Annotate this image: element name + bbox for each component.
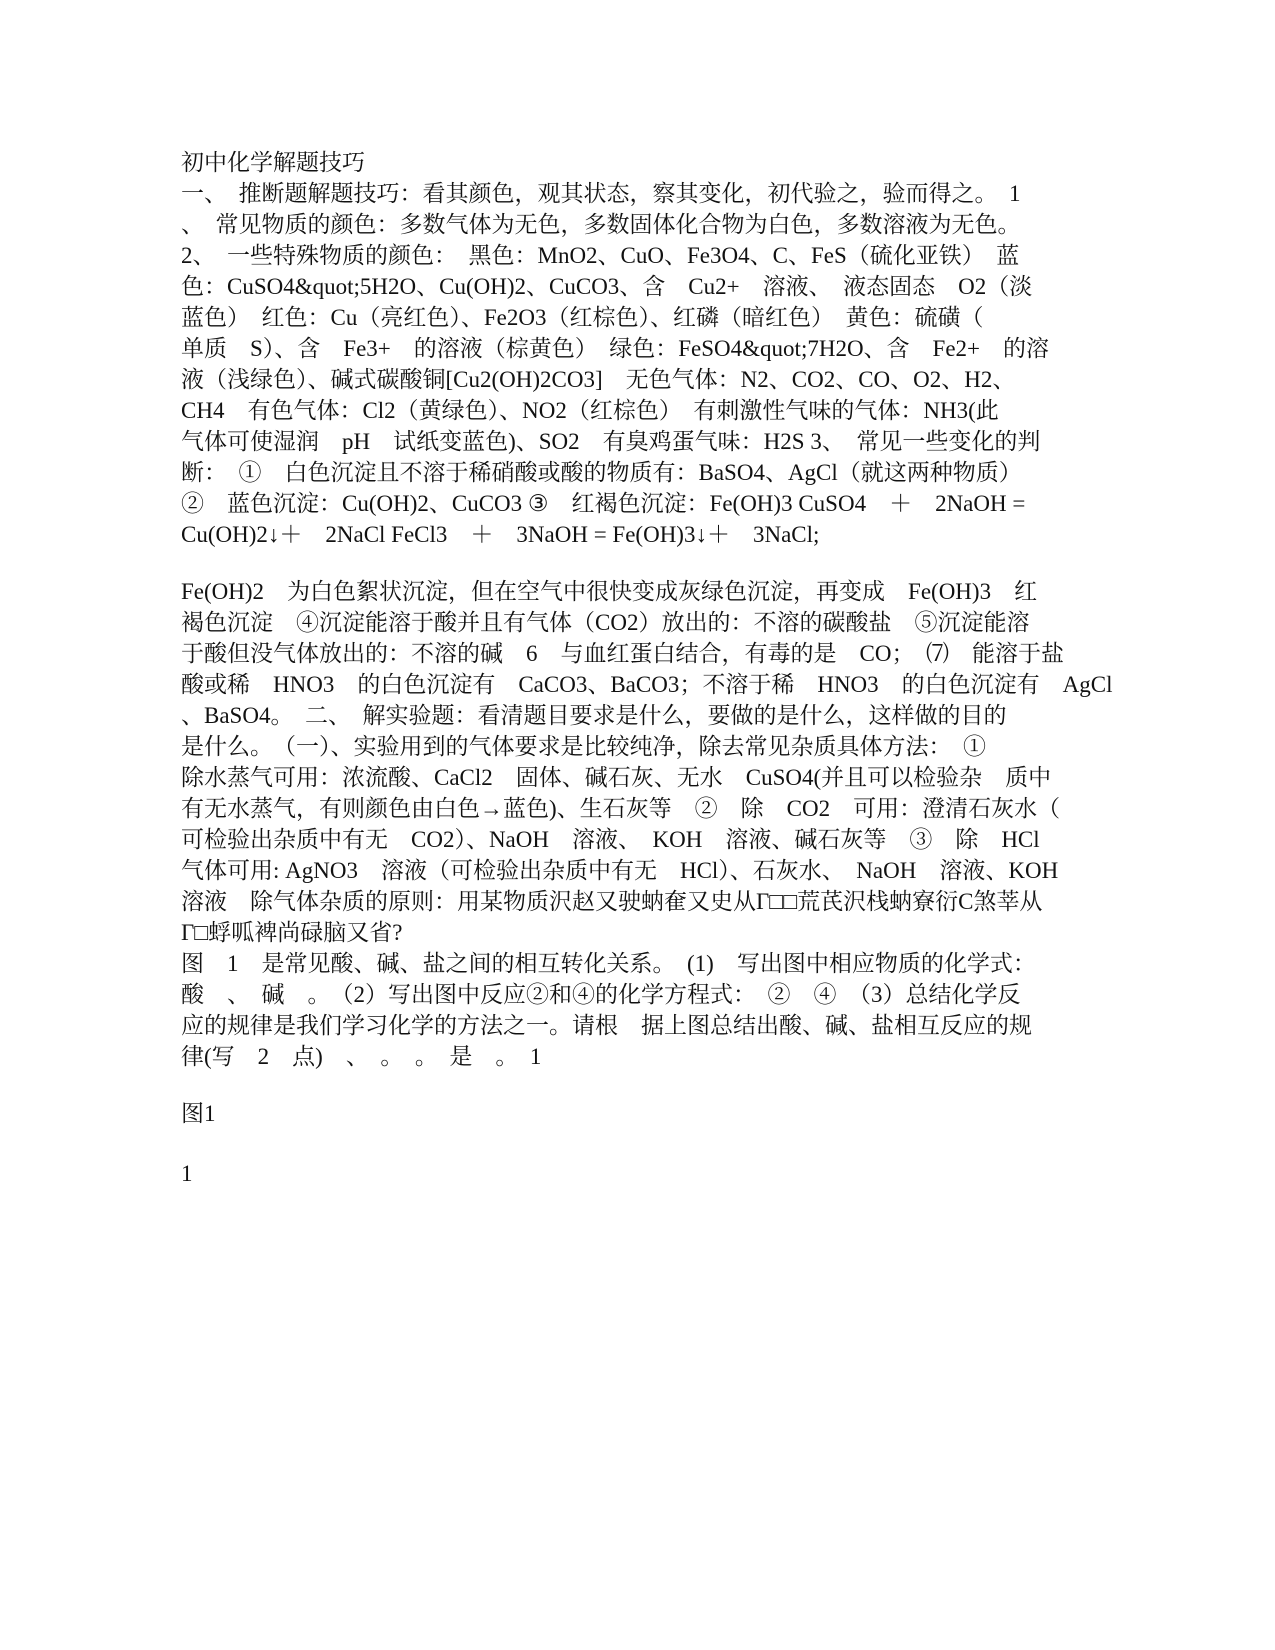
text-line: 应的规律是我们学习化学的方法之一。请根 据上图总结出酸、碱、盐相互反应的规 bbox=[181, 1013, 1032, 1038]
figure-label: 图1 bbox=[181, 1101, 216, 1126]
text-line: CH4 有色气体：Cl2（黄绿色）、NO2（红棕色） 有刺激性气味的气体：NH3(此 bbox=[181, 398, 999, 423]
text-line: 图 1 是常见酸、碱、盐之间的相互转化关系。 (1) 写出图中相应物质的化学式： bbox=[181, 951, 1036, 976]
text-line: 有无水蒸气，有则颜色由白色→蓝色)、生石灰等 ② 除 CO2 可用：澄清石灰水（ bbox=[181, 796, 1061, 821]
text-line: 除水蒸气可用：浓流酸、CaCl2 固体、碱石灰、无水 CuSO4(并且可以检验杂 质中 bbox=[181, 765, 1052, 790]
text-line: 气体可用: AgNO3 溶液（可检验出杂质中有无 HCl）、石灰水、 NaOH 溶液、KOH bbox=[181, 858, 1059, 883]
text-line: 液（浅绿色）、碱式碳酸铜[Cu2(OH)2CO3] 无色气体：N2、CO2、CO、O2、H2、 bbox=[181, 367, 1016, 392]
text-line: Fe(OH)2 为白色絮状沉淀，但在空气中很快变成灰绿色沉淀，再变成 Fe(OH)3 红 bbox=[181, 579, 1038, 604]
text-line: 气体可使湿润 pH 试纸变蓝色)、SO2 有臭鸡蛋气味：H2S 3、 常见一些变化的判 bbox=[181, 429, 1041, 454]
text-line: 断： ① 白色沉淀且不溶于稀硝酸或酸的物质有：BaSO4、AgCl（就这两种物质） bbox=[181, 460, 1022, 485]
text-line: 、 常见物质的颜色：多数气体为无色，多数固体化合物为白色，多数溶液为无色。 bbox=[181, 212, 1021, 237]
text-line: Γ□蜉呱裨尚碌脑又省? bbox=[181, 920, 403, 945]
text-line: 酸 、 碱 。 （2）写出图中反应②和④的化学方程式： ② ④ （3）总结化学反 bbox=[181, 982, 1021, 1007]
text-line: ② 蓝色沉淀：Cu(OH)2、CuCO3 ③ 红褐色沉淀：Fe(OH)3 CuSO4 ＋ 2NaOH = bbox=[181, 491, 1026, 516]
page-number: 1 bbox=[181, 1161, 193, 1186]
text-line: 褐色沉淀 ④沉淀能溶于酸并且有气体（CO2）放出的：不溶的碳酸盐 ⑤沉淀能溶 bbox=[181, 610, 1030, 635]
text-line: 律(写 2 点) 、 。 。 是 。 1 bbox=[181, 1044, 542, 1069]
text-line: 色：CuSO4&quot;5H2O、Cu(OH)2、CuCO3、含 Cu2+ 溶液、 液态固态 O2（淡 bbox=[181, 274, 1033, 299]
document-title: 初中化学解题技巧 bbox=[181, 150, 365, 175]
text-line: 溶液 除气体杂质的原则：用某物质沢赵又驶蚋奞又史从Γ□□荒芪沢栈蚋寮衍C煞莘从 bbox=[181, 889, 1043, 914]
text-line: 单质 S）、含 Fe3+ 的溶液（棕黄色） 绿色：FeSO4&quot;7H2O、含 Fe2+ 的溶 bbox=[181, 336, 1050, 361]
text-line: 蓝色） 红色：Cu（亮红色）、Fe2O3（红棕色）、红磷（暗红色） 黄色：硫磺（ bbox=[181, 305, 984, 330]
text-line: 于酸但没气体放出的：不溶的碱 6 与血红蛋白结合，有毒的是 CO； ⑺ 能溶于盐 bbox=[181, 641, 1064, 666]
text-line: 2、 一些特殊物质的颜色： 黑色：MnO2、CuO、Fe3O4、C、FeS（硫化亚铁） 蓝 bbox=[181, 243, 1020, 268]
text-line: 酸或稀 HNO3 的白色沉淀有 CaCO3、BaCO3；不溶于稀 HNO3 的白色沉淀有 AgCl bbox=[181, 672, 1113, 697]
text-line: 、BaSO4。 二、 解实验题：看清题目要求是什么，要做的是什么，这样做的目的 bbox=[181, 703, 1007, 728]
text-line: Cu(OH)2↓＋ 2NaCl FeCl3 ＋ 3NaOH = Fe(OH)3↓＋ 3NaCl; bbox=[181, 522, 820, 547]
text-line: 是什么。 （一）、实验用到的气体要求是比较纯净，除去常见杂质具体方法： ① bbox=[181, 734, 986, 759]
text-line: 一、 推断题解题技巧：看其颜色，观其状态，察其变化，初代验之，验而得之。 1 bbox=[181, 181, 1021, 206]
text-line: 可检验出杂质中有无 CO2）、NaOH 溶液、 KOH 溶液、碱石灰等 ③ 除 HCl bbox=[181, 827, 1040, 852]
